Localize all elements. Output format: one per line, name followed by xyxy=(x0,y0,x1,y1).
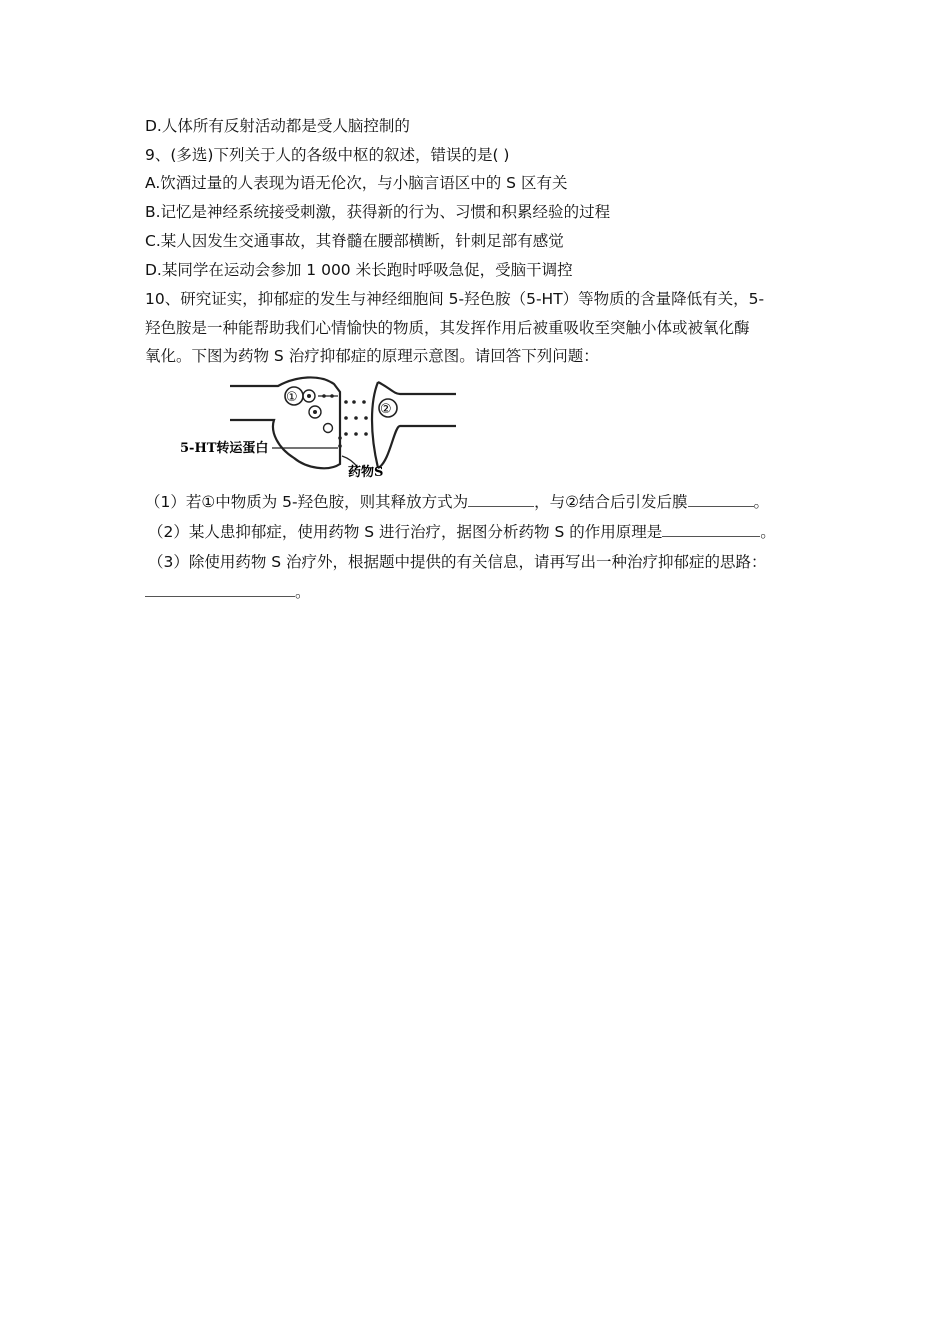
answer-blank-4[interactable] xyxy=(145,582,295,597)
question-10-part-2 xyxy=(148,522,776,542)
q2-text-b: 。 xyxy=(760,523,776,541)
answer-blank-1[interactable] xyxy=(468,492,534,507)
q2-text-a: （2）某人患抑郁症，使用药物 S 进行治疗，据图分析药物 S 的作用原理是 xyxy=(148,523,663,541)
question-10-part-3 xyxy=(148,552,767,572)
label-transporter: 5-HT转运蛋白 xyxy=(180,441,269,456)
question-9-option-c: C.某人因发生交通事故，其脊髓在腰部横断，针刺足部有感觉 xyxy=(145,232,564,250)
vesicle-4 xyxy=(324,424,333,433)
answer-blank-2[interactable] xyxy=(688,492,754,507)
question-10-part-3-answer xyxy=(145,582,311,602)
question-10-stem-line3: 氧化。下图为药物 S 治疗抑郁症的原理示意图。请回答下列问题： xyxy=(145,347,599,365)
question-9-option-d: D.某同学在运动会参加 1 000 米长跑时呼吸急促，受脑干调控 xyxy=(145,261,573,279)
question-10-stem-line2: 羟色胺是一种能帮助我们心情愉快的物质，其发挥作用后被重吸收至突触小体或被氧化酶 xyxy=(145,319,750,337)
label-mark-1: ① xyxy=(286,390,298,405)
q3-text-b: 。 xyxy=(295,583,311,601)
q1-text-b: ，与②结合后引发后膜 xyxy=(534,493,688,511)
synapse-diagram xyxy=(178,372,460,480)
q3-text-a: （3）除使用药物 S 治疗外，根据题中提供的有关信息，请再写出一种治疗抑郁症的思路： xyxy=(148,553,767,571)
question-9-stem: 9、(多选)下列关于人的各级中枢的叙述，错误的是( ) xyxy=(145,146,510,164)
question-10-part-1 xyxy=(145,492,769,512)
option-d-q8: D.人体所有反射活动都是受人脑控制的 xyxy=(145,117,410,135)
dendrite-upper-edge xyxy=(378,382,456,394)
neurotransmitter-dots xyxy=(322,394,368,448)
label-mark-2: ② xyxy=(380,402,392,417)
question-9-option-a: A.饮酒过量的人表现为语无伦次，与小脑言语区中的 S 区有关 xyxy=(145,174,568,192)
dendrite-lower-edge xyxy=(378,426,456,468)
question-10-stem-line1: 10、研究证实，抑郁症的发生与神经细胞间 5-羟色胺（5-HT）等物质的含量降低有关，5- xyxy=(145,290,765,308)
q1-text-c: 。 xyxy=(753,493,770,511)
answer-blank-3[interactable] xyxy=(662,522,760,537)
vesicle-3-core xyxy=(313,410,317,414)
vesicle-2-core xyxy=(307,394,311,398)
label-drug-s: 药物S xyxy=(348,465,384,480)
q1-text-a: （1）若①中物质为 5-羟色胺，则其释放方式为 xyxy=(145,493,469,511)
postsynaptic-membrane xyxy=(372,382,378,468)
question-9-option-b: B.记忆是神经系统接受刺激，获得新的行为、习惯和积累经验的过程 xyxy=(145,203,611,221)
